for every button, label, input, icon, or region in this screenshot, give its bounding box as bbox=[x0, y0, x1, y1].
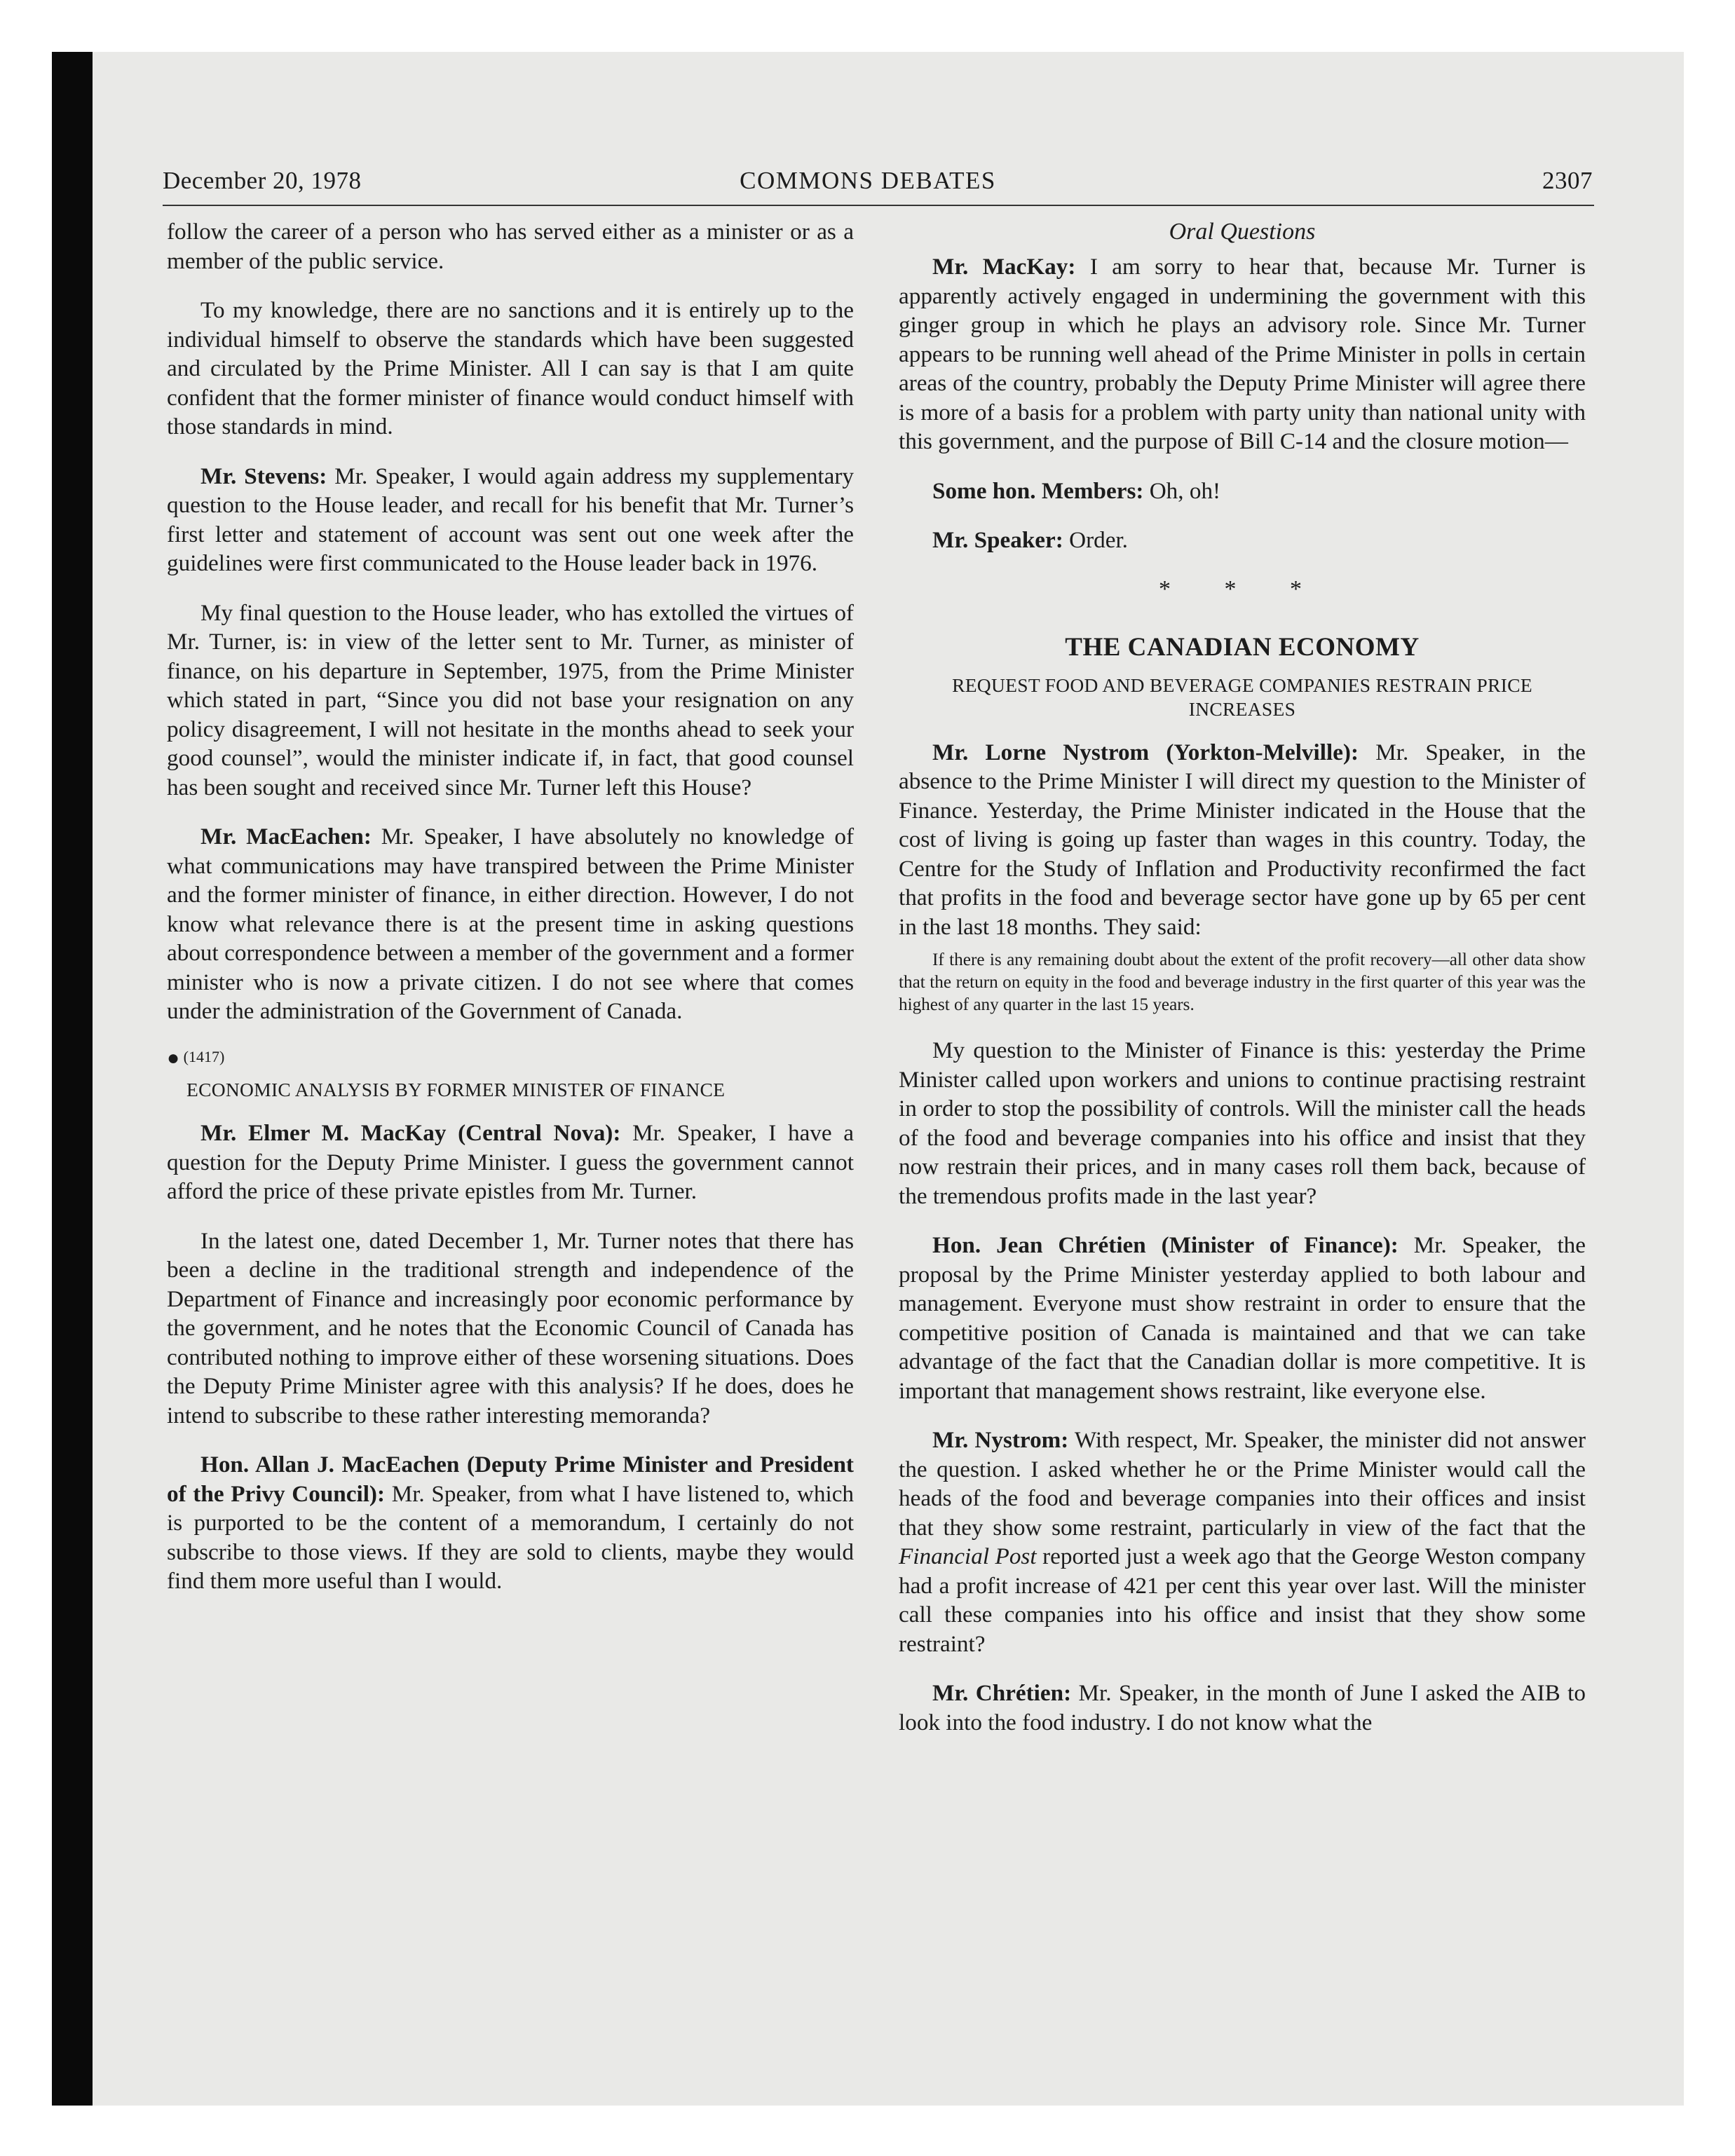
paragraph bbox=[899, 1679, 1586, 1737]
speech-text: Order. bbox=[1069, 527, 1128, 553]
binding-edge bbox=[52, 52, 93, 2106]
publication-title: Financial Post bbox=[899, 1543, 1037, 1569]
speaker-name: Mr. Elmer M. MacKay (Central Nova): bbox=[200, 1120, 621, 1147]
block-quote: If there is any remaining doubt about the extent of the profit recovery—all other data show that the return on equity in the food and beverage industry in the first quarter of this year was the highest of any quarter in the last 15 years. bbox=[899, 950, 1586, 1014]
header-date: December 20, 1978 bbox=[163, 167, 362, 194]
speech-text: reported just a week ago that the George Weston company had a profit increase of 421 per cent this year over last. Will the minister call these companies into his office and insist that they show some restraint? bbox=[899, 1543, 1586, 1657]
speaker-name: Mr. Chrétien: bbox=[932, 1680, 1072, 1706]
paragraph bbox=[167, 1450, 854, 1596]
paragraph bbox=[899, 526, 1586, 555]
speech-text: Mr. Speaker, I have absolutely no knowledge of what communications may have transpired between the Prime Minister and the former minister of finance, in either direction. However, I do not know what relevance there is at the present time in asking questions about correspondence between a member of the government and a former minister who is now a private citizen. I do not see where that comes under the administration of the Government of Canada. bbox=[167, 824, 854, 1024]
paragraph bbox=[167, 462, 854, 578]
time-stamp: (1417) bbox=[183, 1047, 225, 1065]
speech-text: Mr. Speaker, from what I have listened to, which is purported to be the content of a memorandum, I certainly do not subscribe to those views. If they are sold to clients, maybe they would find them more useful than I would. bbox=[167, 1480, 855, 1595]
speaker-name: Mr. Lorne Nystrom (Yorkton-Melville): bbox=[932, 739, 1359, 765]
paragraph: My final question to the House leader, who has extolled the virtues of Mr. Turner, is: in view of the letter sent to Mr. Turner, as minister of finance, on his departure in September, 1975, from the Prime Minister which stated in part, “Since you did not base your resignation on any policy disagreement, I will not hesitate in the months ahead to seek your good counsel”, would the minister indicate if, in fact, that good counsel has been sought and received since Mr. Turner left this House? bbox=[167, 599, 854, 800]
paragraph bbox=[167, 822, 854, 1026]
speaker-name: Hon. Allan J. MacEachen (Deputy Prime Minister and President of the Privy Council): bbox=[167, 1452, 854, 1507]
header-rule bbox=[163, 205, 1594, 206]
speaker-name: Mr. MacKay: bbox=[932, 254, 1076, 280]
speaker-name: Mr. MacEachen: bbox=[200, 824, 372, 850]
speaker-name: Mr. Stevens: bbox=[200, 463, 327, 489]
paragraph bbox=[899, 1426, 1586, 1658]
speech-text: Oh, oh! bbox=[1149, 477, 1221, 504]
paragraph: My question to the Minister of Finance is this: yesterday the Prime Minister called upon workers and unions to continue practising restraint in order to stop the possibility of controls. Will the minister call the heads of the food and beverage companies into his office and insist that they now restrain their prices, and in many cases roll them back, because of the tremendous profits made in the last year? bbox=[899, 1037, 1586, 1209]
section-title: Oral Questions bbox=[1169, 219, 1316, 245]
paragraph bbox=[167, 1119, 854, 1206]
scanned-page bbox=[52, 52, 1684, 2106]
section-break: * * * bbox=[1159, 575, 1326, 602]
speech-text: Mr. Speaker, I have a question for the Deputy Prime Minister. I guess the government cannot afford the price of these private epistles from Mr. Turner. bbox=[167, 1120, 855, 1205]
time-marker bbox=[167, 1046, 854, 1069]
section-heading: THE CANADIAN ECONOMY bbox=[1065, 632, 1420, 662]
subheading: REQUEST FOOD AND BEVERAGE COMPANIES RESTRAIN PRICE INCREASES bbox=[952, 674, 1532, 720]
subheading: ECONOMIC ANALYSIS BY FORMER MINISTER OF FINANCE bbox=[186, 1079, 726, 1101]
header-title: COMMONS DEBATES bbox=[740, 167, 996, 194]
paragraph bbox=[899, 477, 1586, 506]
page-number: 2307 bbox=[1542, 167, 1593, 194]
speech-text: Mr. Speaker, in the month of June I asked the AIB to look into the food industry. I do not know what the bbox=[899, 1680, 1586, 1735]
bullet-icon: ● bbox=[167, 1046, 180, 1070]
speaker-name: Mr. Nystrom: bbox=[932, 1427, 1069, 1453]
right-column bbox=[899, 217, 1586, 1757]
speech-text: Mr. Speaker, in the absence to the Prime Minister I will direct my question to the Minister of Finance. Yesterday, the Prime Minister indicated in the House that the cost of living is going up faster than wages in this country. Today, the Centre for the Study of Inflation and Productivity reconfirmed the fact that profits in the food and beverage sector have gone up by 65 per cent in the last 18 months. They said: bbox=[899, 739, 1586, 940]
speaker-name: Mr. Speaker: bbox=[932, 527, 1063, 553]
speech-text: With respect, Mr. Speaker, the minister did not answer the question. I asked whether he or the Prime Minister would call the heads of the food and beverage companies into their offices and insist that they show some restraint, particularly in view of the fact that the bbox=[899, 1427, 1586, 1541]
paragraph: In the latest one, dated December 1, Mr. Turner notes that there has been a decline in the traditional strength and independence of the Department of Finance and increasingly poor economic performance by the government, and he notes that the Economic Council of Canada has contributed nothing to improve either of these worsening situations. Does the Deputy Prime Minister agree with this analysis? If he does, does he intend to subscribe to these rather interesting memoranda? bbox=[167, 1227, 854, 1428]
left-column bbox=[167, 217, 854, 1616]
speaker-name: Some hon. Members: bbox=[932, 477, 1144, 504]
paragraph bbox=[899, 738, 1586, 942]
speaker-name: Hon. Jean Chrétien (Minister of Finance): bbox=[932, 1232, 1399, 1258]
paragraph: To my knowledge, there are no sanctions and it is entirely up to the individual himself to observe the standards which have been suggested and circulated by the Prime Minister. All I can say is that I am quite confident that the former minister of finance would conduct himself with those standards in mind. bbox=[167, 297, 854, 439]
paragraph: follow the career of a person who has served either as a minister or as a member of the public service. bbox=[167, 219, 854, 274]
paragraph bbox=[899, 252, 1586, 456]
speech-text: Mr. Speaker, I would again address my supplementary question to the House leader, and recall for his benefit that Mr. Turner’s first letter and statement of account was sent out one week after the guidelines were first communicated to the House leader back in 1976. bbox=[167, 463, 855, 576]
speech-text: Mr. Speaker, the proposal by the Prime Minister yesterday applied to both labour and management. Everyone must show restraint in order to ensure that the competitive position of Canada is maintained and that we can take advantage of the fact that the Canadian dollar is more competitive. It is important that management shows restraint, like everyone else. bbox=[899, 1232, 1586, 1404]
paragraph bbox=[899, 1231, 1586, 1405]
speech-text: I am sorry to hear that, because Mr. Turner is apparently actively engaged in undermining the government with this ginger group in which he plays an advisory role. Since Mr. Turner appears to be running well ahead of the Prime Minister in polls in certain areas of the country, probably the Deputy Prime Minister will agree there is more of a basis for a problem with party unity than national unity with this government, and the purpose of Bill C-14 and the closure motion— bbox=[899, 254, 1586, 454]
